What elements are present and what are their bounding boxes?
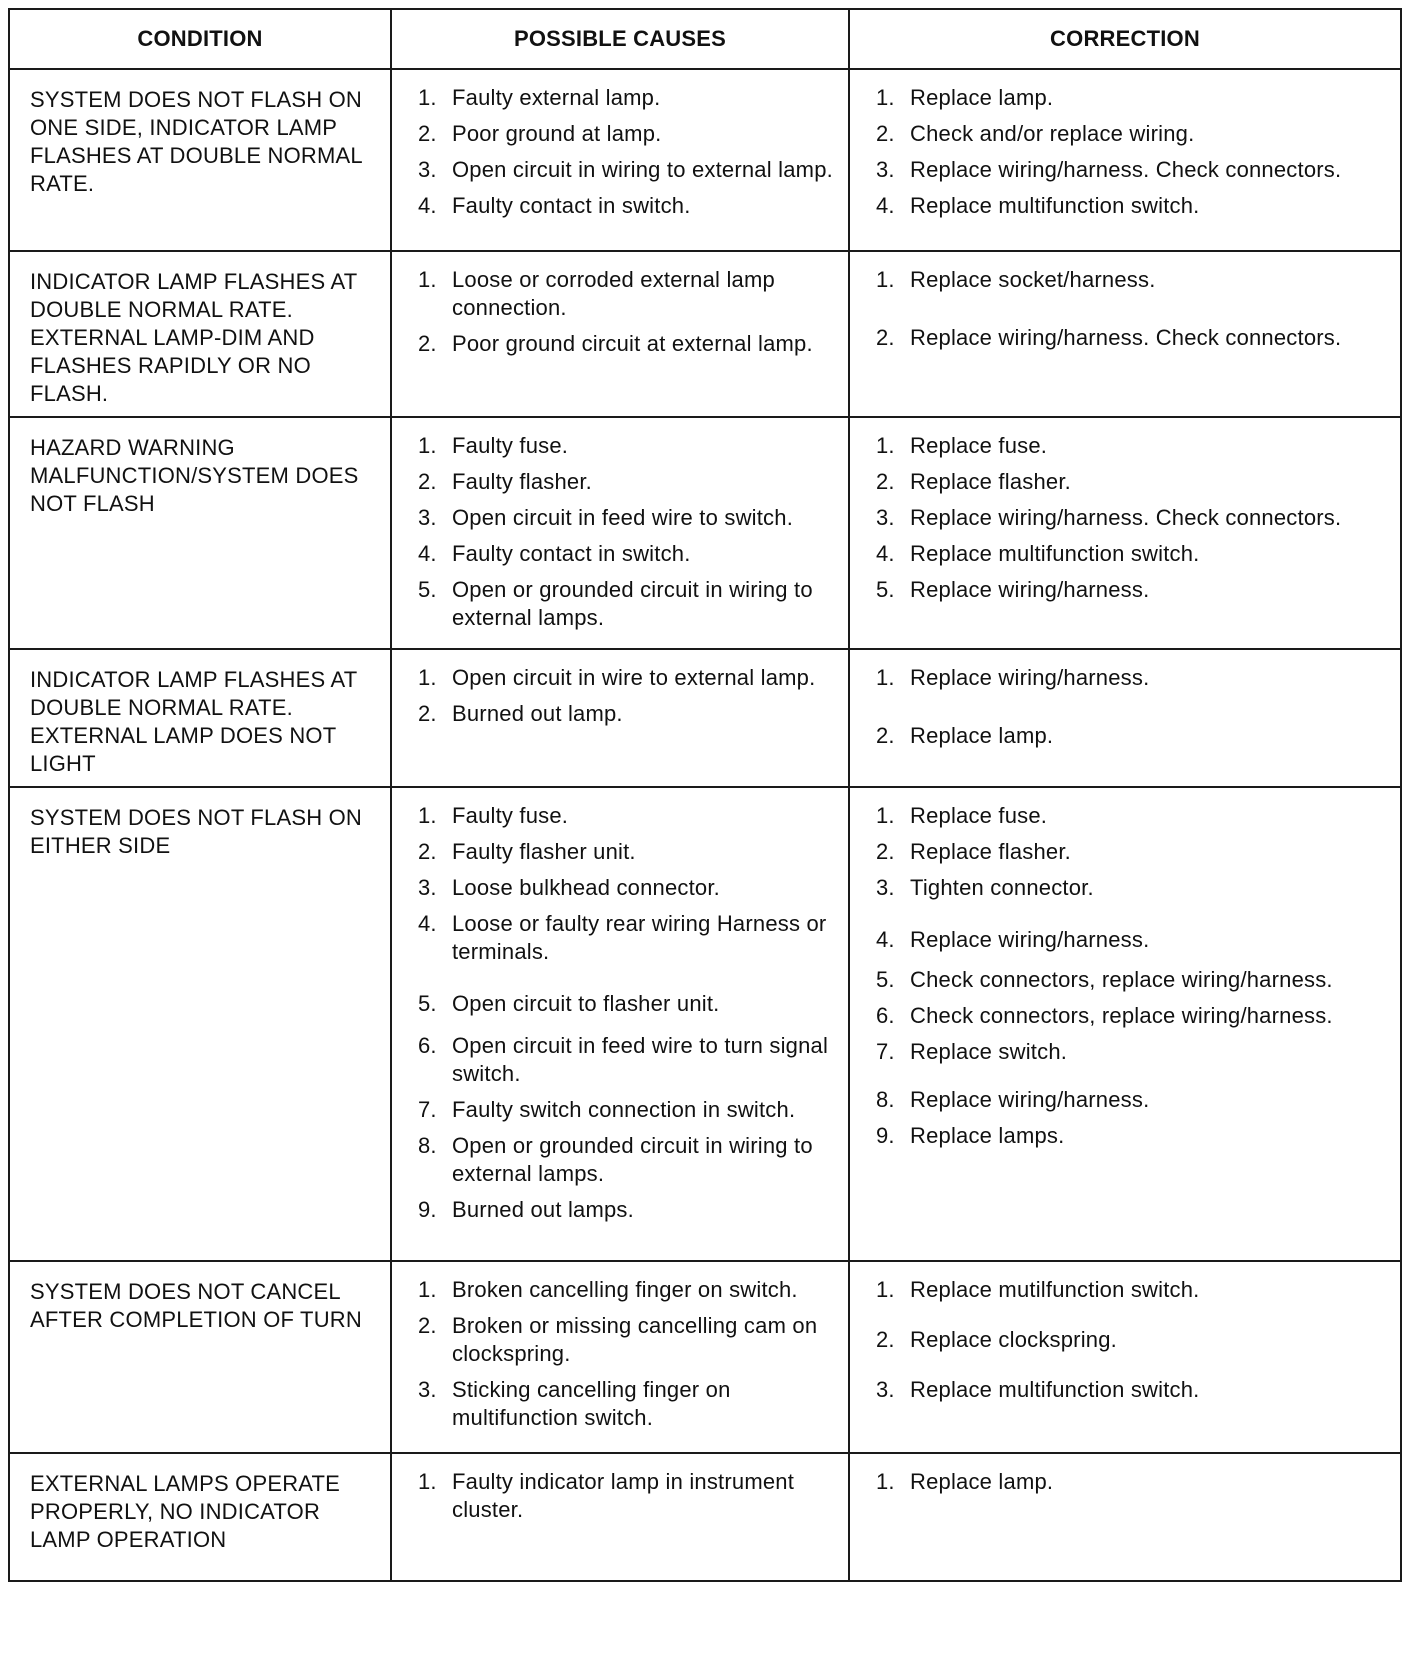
item-text: Open circuit in wiring to external lamp.	[452, 157, 833, 182]
correction-cell	[849, 649, 1401, 787]
item-text: Replace wiring/harness.	[910, 1087, 1150, 1112]
item-text: Replace fuse.	[910, 803, 1048, 828]
table-row	[9, 1261, 1401, 1453]
cause-item	[418, 1276, 838, 1304]
correction-item	[876, 874, 1390, 902]
item-text: Poor ground at lamp.	[452, 121, 662, 146]
item-number: 2.	[418, 839, 437, 864]
item-number: 4.	[418, 911, 437, 936]
item-text: Open circuit in feed wire to turn signal switch.	[452, 1033, 829, 1086]
item-number: 4.	[876, 927, 895, 952]
item-text: Tighten connector.	[910, 875, 1094, 900]
item-text: Burned out lamps.	[452, 1197, 634, 1222]
correction-item	[876, 192, 1390, 220]
item-text: Faulty flasher unit.	[452, 839, 636, 864]
cause-cell	[391, 1261, 849, 1453]
item-text: Replace socket/harness.	[910, 267, 1156, 292]
item-number: 4.	[876, 541, 895, 566]
correction-item	[876, 266, 1390, 294]
item-number: 1.	[418, 85, 437, 110]
correction-item	[876, 1276, 1390, 1304]
item-number: 2.	[418, 1313, 437, 1338]
cause-item	[418, 266, 838, 322]
item-text: Replace wiring/harness. Check connectors.	[910, 505, 1342, 530]
item-text: Sticking cancelling finger on multifunction switch.	[452, 1377, 731, 1430]
cause-item	[418, 1468, 838, 1524]
cause-item	[418, 664, 838, 692]
table-row	[9, 69, 1401, 251]
item-number: 2.	[876, 325, 895, 350]
item-text: Broken or missing cancelling cam on clockspring.	[452, 1313, 818, 1366]
item-number: 3.	[418, 875, 437, 900]
cause-item	[418, 468, 838, 496]
correction-item	[876, 802, 1390, 830]
table-row	[9, 787, 1401, 1261]
item-text: Poor ground circuit at external lamp.	[452, 331, 813, 356]
item-number: 5.	[418, 577, 437, 602]
item-number: 7.	[876, 1039, 895, 1064]
correction-item	[876, 1002, 1390, 1030]
cause-item	[418, 990, 838, 1018]
correction-item	[876, 540, 1390, 568]
item-number: 1.	[418, 267, 437, 292]
correction-item	[876, 120, 1390, 148]
item-number: 2.	[418, 331, 437, 356]
cause-item	[418, 84, 838, 112]
item-text: Replace fuse.	[910, 433, 1048, 458]
item-number: 2.	[418, 701, 437, 726]
item-number: 5.	[876, 967, 895, 992]
item-text: Replace lamps.	[910, 1123, 1065, 1148]
cause-item	[418, 1312, 838, 1368]
item-number: 5.	[876, 577, 895, 602]
cause-item	[418, 838, 838, 866]
item-number: 1.	[876, 85, 895, 110]
item-number: 1.	[418, 433, 437, 458]
cause-item	[418, 432, 838, 460]
item-number: 1.	[876, 1469, 895, 1494]
correction-item	[876, 664, 1390, 692]
item-number: 6.	[876, 1003, 895, 1028]
item-text: Open circuit to flasher unit.	[452, 991, 720, 1016]
item-text: Check connectors, replace wiring/harness.	[910, 967, 1333, 992]
cause-cell	[391, 251, 849, 417]
correction-item	[876, 926, 1390, 954]
item-text: Loose or corroded external lamp connection.	[452, 267, 775, 320]
item-number: 2.	[418, 469, 437, 494]
item-number: 1.	[876, 267, 895, 292]
item-text: Replace lamp.	[910, 1469, 1054, 1494]
item-text: Check and/or replace wiring.	[910, 121, 1195, 146]
item-number: 1.	[418, 1277, 437, 1302]
item-text: Broken cancelling finger on switch.	[452, 1277, 798, 1302]
correction-item	[876, 1122, 1390, 1150]
item-text: Replace wiring/harness. Check connectors.	[910, 157, 1342, 182]
cause-item	[418, 1376, 838, 1432]
table-row	[9, 1453, 1401, 1581]
correction-item	[876, 1086, 1390, 1114]
item-number: 2.	[876, 839, 895, 864]
item-number: 2.	[876, 121, 895, 146]
item-number: 2.	[876, 723, 895, 748]
condition-cell: INDICATOR LAMP FLASHES AT DOUBLE NORMAL RATE. EXTERNAL LAMP DOES NOT LIGHT	[9, 649, 391, 787]
item-number: 1.	[418, 1469, 437, 1494]
item-number: 1.	[418, 665, 437, 690]
item-text: Faulty fuse.	[452, 433, 569, 458]
item-text: Replace lamp.	[910, 723, 1054, 748]
correction-item	[876, 1038, 1390, 1066]
item-text: Loose or faulty rear wiring Harness or terminals.	[452, 911, 827, 964]
item-text: Check connectors, replace wiring/harness.	[910, 1003, 1333, 1028]
correction-item	[876, 468, 1390, 496]
item-number: 4.	[418, 193, 437, 218]
item-number: 8.	[418, 1133, 437, 1158]
cause-item	[418, 874, 838, 902]
diagnosis-table	[8, 8, 1402, 1582]
item-text: Replace wiring/harness.	[910, 927, 1150, 952]
condition-cell: SYSTEM DOES NOT FLASH ON ONE SIDE, INDICATOR LAMP FLASHES AT DOUBLE NORMAL RATE.	[9, 69, 391, 251]
item-number: 4.	[876, 193, 895, 218]
item-number: 1.	[876, 803, 895, 828]
correction-item	[876, 966, 1390, 994]
correction-cell	[849, 417, 1401, 649]
item-number: 2.	[418, 121, 437, 146]
cause-item	[418, 1196, 838, 1224]
cause-item	[418, 1132, 838, 1188]
correction-item	[876, 84, 1390, 112]
item-text: Open or grounded circuit in wiring to external lamps.	[452, 577, 813, 630]
table-row	[9, 417, 1401, 649]
correction-item	[876, 432, 1390, 460]
item-text: Replace lamp.	[910, 85, 1054, 110]
correction-item	[876, 576, 1390, 604]
header-possible-causes: POSSIBLE CAUSES	[391, 9, 849, 69]
correction-item	[876, 1376, 1390, 1404]
item-number: 9.	[876, 1123, 895, 1148]
item-number: 1.	[876, 665, 895, 690]
item-text: Replace wiring/harness. Check connectors.	[910, 325, 1342, 350]
correction-item	[876, 156, 1390, 184]
item-number: 1.	[876, 433, 895, 458]
item-number: 4.	[418, 541, 437, 566]
item-text: Replace mutilfunction switch.	[910, 1277, 1200, 1302]
table-row	[9, 251, 1401, 417]
cause-item	[418, 156, 838, 184]
item-number: 2.	[876, 1327, 895, 1352]
item-number: 9.	[418, 1197, 437, 1222]
header-condition: CONDITION	[9, 9, 391, 69]
cause-item	[418, 330, 838, 358]
cause-item	[418, 1096, 838, 1124]
item-number: 3.	[876, 875, 895, 900]
item-number: 1.	[876, 1277, 895, 1302]
item-text: Faulty contact in switch.	[452, 541, 691, 566]
item-text: Replace clockspring.	[910, 1327, 1117, 1352]
item-number: 8.	[876, 1087, 895, 1112]
condition-cell: INDICATOR LAMP FLASHES AT DOUBLE NORMAL RATE. EXTERNAL LAMP-DIM AND FLASHES RAPIDLY OR NO FLASH.	[9, 251, 391, 417]
item-text: Open or grounded circuit in wiring to external lamps.	[452, 1133, 813, 1186]
item-text: Replace flasher.	[910, 469, 1071, 494]
item-text: Open circuit in feed wire to switch.	[452, 505, 794, 530]
cause-cell	[391, 649, 849, 787]
item-text: Faulty fuse.	[452, 803, 569, 828]
table-body	[9, 69, 1401, 1581]
correction-cell	[849, 787, 1401, 1261]
condition-cell: EXTERNAL LAMPS OPERATE PROPERLY, NO INDICATOR LAMP OPERATION	[9, 1453, 391, 1581]
cause-cell	[391, 787, 849, 1261]
item-text: Replace wiring/harness.	[910, 665, 1150, 690]
item-text: Faulty contact in switch.	[452, 193, 691, 218]
item-text: Replace switch.	[910, 1039, 1068, 1064]
cause-cell	[391, 69, 849, 251]
correction-cell	[849, 1261, 1401, 1453]
item-text: Faulty indicator lamp in instrument cluster.	[452, 1469, 795, 1522]
item-text: Faulty flasher.	[452, 469, 592, 494]
item-text: Replace multifunction switch.	[910, 1377, 1200, 1402]
item-number: 3.	[876, 157, 895, 182]
header-row	[9, 9, 1401, 69]
item-text: Replace multifunction switch.	[910, 541, 1200, 566]
condition-cell: SYSTEM DOES NOT CANCEL AFTER COMPLETION OF TURN	[9, 1261, 391, 1453]
condition-cell: HAZARD WARNING MALFUNCTION/SYSTEM DOES NOT FLASH	[9, 417, 391, 649]
item-number: 3.	[876, 1377, 895, 1402]
cause-item	[418, 120, 838, 148]
cause-cell	[391, 1453, 849, 1581]
item-text: Replace flasher.	[910, 839, 1071, 864]
item-text: Faulty external lamp.	[452, 85, 661, 110]
item-number: 1.	[418, 803, 437, 828]
cause-item	[418, 504, 838, 532]
item-number: 3.	[418, 157, 437, 182]
correction-cell	[849, 251, 1401, 417]
item-number: 3.	[876, 505, 895, 530]
cause-item	[418, 1032, 838, 1088]
item-text: Loose bulkhead connector.	[452, 875, 720, 900]
item-text: Open circuit in wire to external lamp.	[452, 665, 816, 690]
correction-item	[876, 838, 1390, 866]
correction-item	[876, 504, 1390, 532]
item-number: 3.	[418, 1377, 437, 1402]
item-text: Replace multifunction switch.	[910, 193, 1200, 218]
cause-item	[418, 192, 838, 220]
item-number: 5.	[418, 991, 437, 1016]
cause-item	[418, 700, 838, 728]
cause-item	[418, 576, 838, 632]
item-number: 3.	[418, 505, 437, 530]
cause-item	[418, 802, 838, 830]
header-correction: CORRECTION	[849, 9, 1401, 69]
table-row	[9, 649, 1401, 787]
cause-cell	[391, 417, 849, 649]
item-number: 2.	[876, 469, 895, 494]
cause-item	[418, 540, 838, 568]
correction-item	[876, 324, 1390, 352]
item-number: 6.	[418, 1033, 437, 1058]
correction-cell	[849, 1453, 1401, 1581]
item-number: 7.	[418, 1097, 437, 1122]
condition-cell: SYSTEM DOES NOT FLASH ON EITHER SIDE	[9, 787, 391, 1261]
item-text: Faulty switch connection in switch.	[452, 1097, 796, 1122]
item-text: Burned out lamp.	[452, 701, 623, 726]
correction-item	[876, 1326, 1390, 1354]
correction-item	[876, 722, 1390, 750]
item-text: Replace wiring/harness.	[910, 577, 1150, 602]
correction-item	[876, 1468, 1390, 1496]
correction-cell	[849, 69, 1401, 251]
cause-item	[418, 910, 838, 966]
